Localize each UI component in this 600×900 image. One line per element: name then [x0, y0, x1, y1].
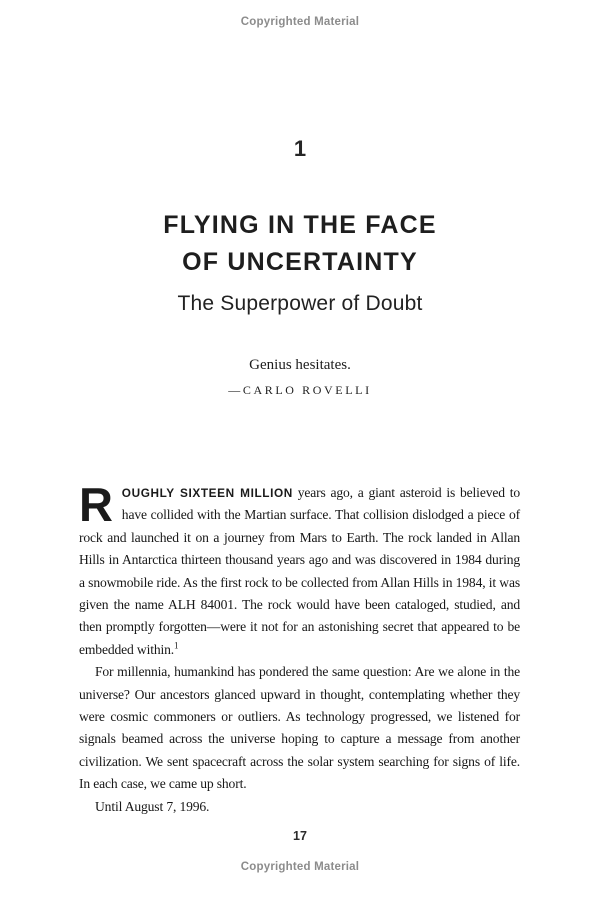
- body-text: [79, 478, 520, 818]
- epigraph-attribution: —CARLO ROVELLI: [228, 383, 372, 397]
- copyright-notice-top: Copyrighted Material: [240, 16, 360, 28]
- epigraph-quote: Genius hesitates.: [249, 357, 351, 373]
- epigraph: [0, 357, 600, 398]
- paragraph-1: [79, 478, 520, 661]
- paragraph-3: Until August 7, 1996.: [95, 798, 210, 814]
- lead-in-phrase: OUGHLY SIXTEEN MILLION: [121, 486, 293, 500]
- chapter-number: 1: [293, 136, 307, 161]
- dropcap-letter: R: [79, 478, 113, 531]
- chapter-subtitle: The Superpower of Doubt: [177, 292, 423, 315]
- paragraph-1-text: years ago, a giant asteroid is believed to have collided with the Martian surface. That collision dislodged a piece of rock and launched it on a journey from Mars to Earth. The rock landed in Allan Hills in Antarctica thirteen thousand years ago and was discovered in 1984 during a snowmobile ride. As the first rock to be collected from Allan Hills in 1984, it was given the name ALH 84001. The rock would have been cataloged, studied, and then promptly forgotten—were it not for an astonishing secret that appeared to be embedded within.: [79, 485, 520, 657]
- paragraph-2: For millennia, humankind has pondered the same question: Are we alone in the universe? Our ancestors glanced upward in thought, contemplating whether they were cosmic commoners or outliers. As technology progressed, we listened for signals beamed across the universe hoping to capture a message from another civilization. We sent spacecraft across the solar system searching for signs of life. In each case, we came up short.: [79, 664, 520, 792]
- chapter-title-line-1: FLYING IN THE FACE: [163, 211, 437, 239]
- chapter-title-line-2: OF UNCERTAINTY: [182, 248, 418, 276]
- page-number: 17: [293, 829, 307, 843]
- copyright-notice-bottom: Copyrighted Material: [240, 861, 360, 873]
- chapter-title: [0, 207, 600, 281]
- footnote-marker: 1: [174, 640, 179, 651]
